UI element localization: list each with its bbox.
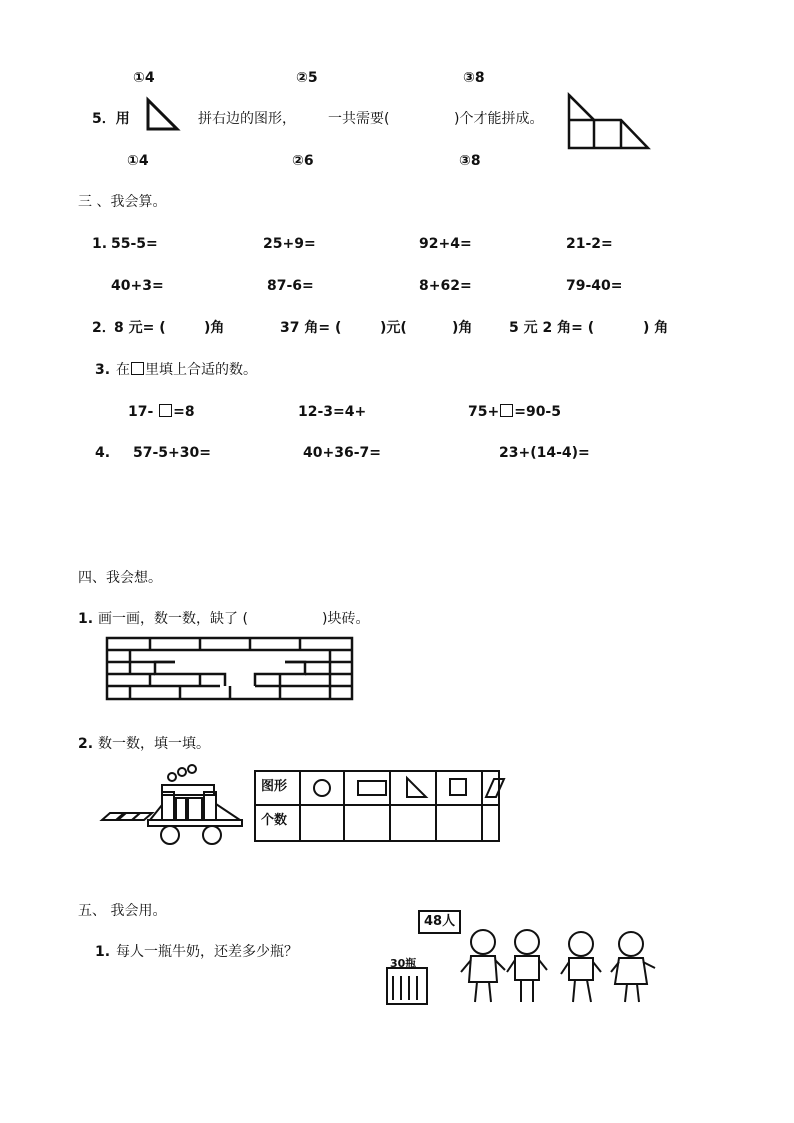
use-1-number: 1. — [95, 944, 111, 960]
count-table — [254, 770, 500, 842]
composite-shape-figure — [566, 92, 652, 152]
calc-2-number: 2． — [92, 320, 116, 336]
calc-row1-item: 55-5= — [111, 236, 158, 252]
q5-option-3: ③8 — [459, 153, 481, 169]
answer-box-icon — [131, 362, 144, 375]
small-triangle-icon — [144, 98, 180, 132]
calc-row2-item: 40+3= — [111, 278, 164, 294]
think-1-text-a: 画一画，数一数，缺了 ( — [98, 611, 248, 627]
calc-row2-item: 8+62= — [419, 278, 472, 294]
section-3-title: 三 、我会算。 — [78, 194, 167, 210]
think-1-number: 1. — [78, 611, 94, 627]
calc-4-number: 4. — [95, 445, 111, 461]
fill-box-c-right: =90-5 — [514, 404, 561, 420]
fill-box-c-left: 75+ — [468, 404, 500, 420]
fill-box-c — [468, 404, 561, 420]
table-header-count: 个数 — [261, 813, 288, 828]
money-g: ) 角 — [643, 320, 669, 336]
mixed-calc: 57-5+30= — [133, 445, 211, 461]
money-a: 8 元= ( — [114, 320, 166, 336]
shape-train-figure — [100, 758, 245, 848]
money-b: )角 — [204, 320, 225, 336]
milk-crate-label: 30瓶 — [390, 957, 417, 970]
answer-box-icon — [500, 404, 513, 417]
use-1-text: 每人一瓶牛奶，还差多少瓶？ — [116, 944, 298, 960]
mixed-calc: 40+36-7= — [303, 445, 381, 461]
mixed-calc: 23+(14-4)= — [499, 445, 590, 461]
people-count-sign: 48人 — [418, 910, 461, 934]
calc-row2-item: 79-40= — [566, 278, 623, 294]
answer-box-icon — [159, 404, 172, 417]
fill-box-a-left: 17- — [128, 404, 154, 420]
fill-box-a — [128, 404, 195, 420]
money-c: 37 角= ( — [280, 320, 342, 336]
calc-3-text-a: 在 — [116, 362, 130, 378]
section-4-title: 四、我会想。 — [78, 570, 162, 586]
calc-3-number: 3. — [95, 362, 111, 378]
calc-row1-item: 21-2= — [566, 236, 613, 252]
q4-option-2: ②5 — [296, 70, 318, 86]
fill-box-b: 12-3=4+ — [298, 404, 367, 420]
calc-1-number: 1. — [92, 236, 108, 252]
calc-3-text-b: 里填上合适的数。 — [145, 362, 257, 378]
think-1-text-b: )块砖。 — [322, 611, 370, 627]
children-illustration — [385, 920, 665, 1010]
q4-option-1: ①4 — [133, 70, 155, 86]
calc-row2-item: 87-6= — [267, 278, 314, 294]
money-f: 5 元 2 角= ( — [509, 320, 595, 336]
q5-text-1: 拼右边的图形， — [198, 111, 296, 127]
fill-box-a-right: =8 — [173, 404, 195, 420]
think-2-number: 2. — [78, 736, 94, 752]
calc-3-instruction — [116, 362, 257, 378]
q5-text-2: 一共需要( — [328, 111, 390, 127]
q5-option-1: ①4 — [127, 153, 149, 169]
calc-row1-item: 92+4= — [419, 236, 472, 252]
q5-number: 5．用 — [92, 111, 130, 127]
brick-wall-figure — [105, 636, 355, 702]
think-2-text: 数一数，填一填。 — [98, 736, 210, 752]
calc-row1-item: 25+9= — [263, 236, 316, 252]
money-e: )角 — [452, 320, 473, 336]
q5-text-3: )个才能拼成。 — [454, 111, 544, 127]
q5-option-2: ②6 — [292, 153, 314, 169]
section-5-title: 五、 我会用。 — [78, 903, 167, 919]
q4-option-3: ③8 — [463, 70, 485, 86]
table-header-shape: 图形 — [261, 779, 288, 794]
money-d: )元( — [380, 320, 407, 336]
